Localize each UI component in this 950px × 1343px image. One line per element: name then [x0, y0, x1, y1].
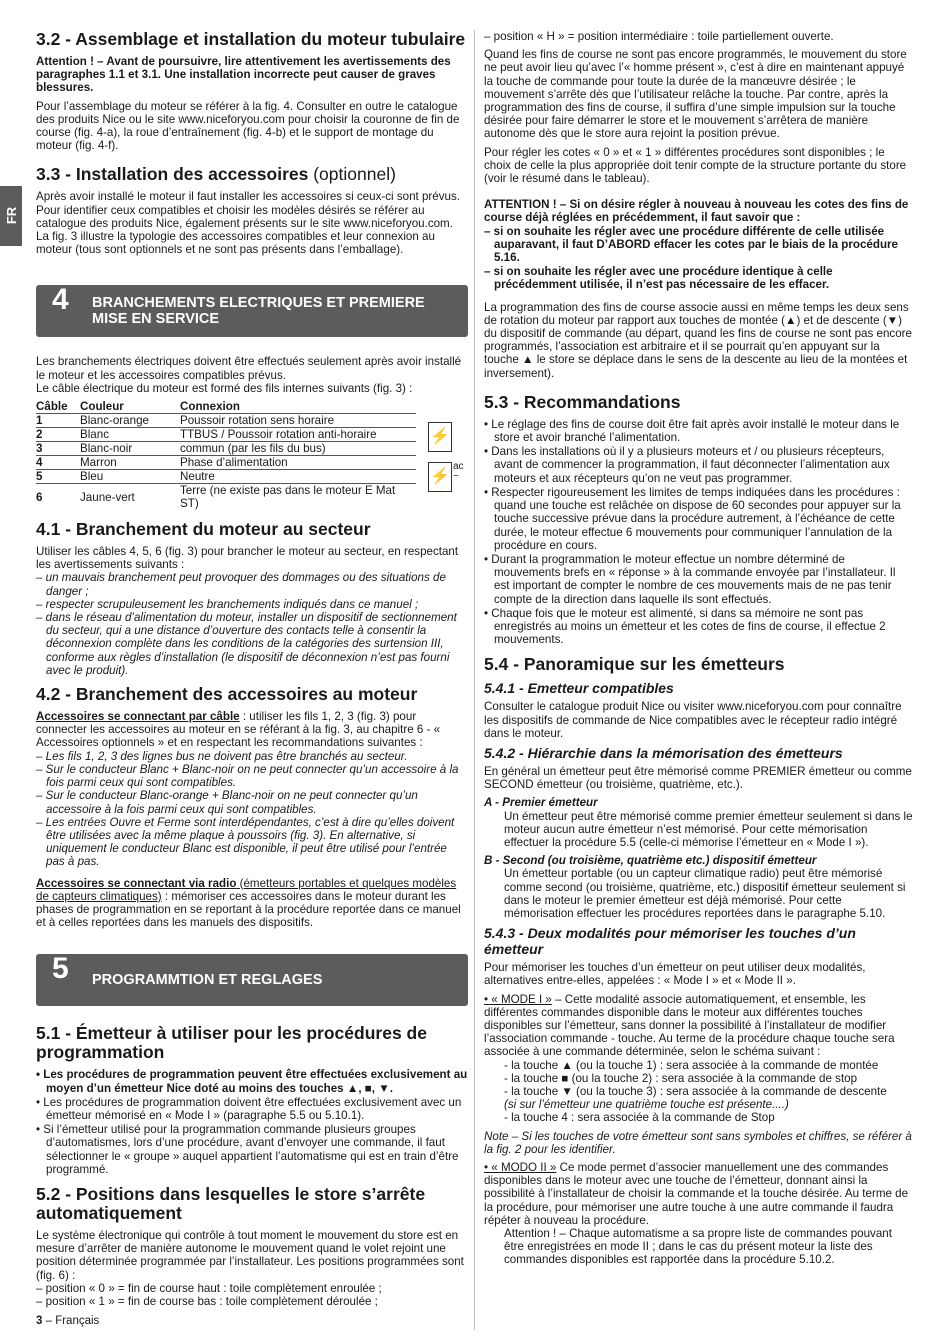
language-tab: [0, 186, 22, 246]
note-text: Note – Si les touches de votre émetteur sont sans symboles et chiffres, se référer à la fig. 2 pour les identifier.: [484, 1129, 912, 1156]
section-5-2-title: 5.2 - Positions dans lesquelles le store s’arrête automatiquement: [36, 1183, 426, 1223]
list-item: – Sur le conducteur Blanc-orange + Blanc-noir on ne peut connecter qu’un accessoire à la fois parmi ceux qui sont compatibles.: [36, 789, 418, 816]
section-5-1-title: 5.1 - Émetteur à utiliser pour les procédures de programmation: [36, 1023, 427, 1063]
subsection-a-label: A - Premier émetteur: [484, 796, 598, 810]
right-column: [484, 30, 914, 1272]
list-item: – Les fils 1, 2, 3 des lignes bus ne doivent pas être branchés au secteur.: [36, 749, 408, 763]
table-row: 6 Jaune-vert Terre (ne existe pas dans le moteur E Mat ST): [36, 484, 416, 511]
list-item: – si on souhaite les régler avec une procédure identique à celle précédemment utilisée, il n’est pas nécessaire de les effacer.: [484, 265, 833, 292]
chapter-4-title: BRANCHEMENTS ELECTRIQUES ET PREMIERE MISE EN SERVICE: [92, 295, 425, 328]
list-item: • Le réglage des fins de course doit être fait après avoir installé le moteur dans le store et avoir branché l’alimentation.: [484, 417, 900, 445]
chapter-5-banner: [36, 954, 468, 1006]
section-3-3-title: 3.3 - Installation des accessoires (optionnel): [36, 164, 396, 185]
section-5-4-1-title: 5.4.1 - Emetteur compatibles: [484, 680, 674, 697]
list-item: – dans le réseau d’alimentation du moteur, installer un dispositif de sectionnement du secteur, qui a une distance d’ouverture des contacts telle à consentir la déconnexion complète dans les conditions de la catégories des surtension III, conforme aux règles d’installation (le dispositif de déconnexion n’est pas fourni avec le produit).: [36, 611, 457, 677]
section-5-4-1-text: Consulter le catalogue produit Nice ou visiter www.niceforyou.com pour connaître les dispositifs de commande de Nice compatibles avec le récepteur radio intégré dans le moteur.: [484, 700, 902, 740]
list-item: – Les entrées Ouvre et Ferme sont interdépendantes, c’est à dire qu’elles doivent être utilisées avec la même plaque à poussoirs (fig. 3). En alternative, si uniquement le conducteur Blanc est disponible, il peut être utilisé pour l’entrée pas à pas.: [36, 815, 455, 869]
section-5-4-2-text: En général un émetteur peut être mémorisé comme PREMIER émetteur ou comme SECOND émetteur (ou troisième, quatrième, etc.).: [484, 764, 912, 792]
paragraph: Quand les fins de course ne sont pas encore programmés, le mouvement du store ne peut avoir lieu qu’avec l’« homme présent », c’est à dire en maintenant appuyé la touche de commande pour toute la durée de la manœuvre désirée ; le mouvement s’arrête dès que l’utilisateur relâche la touche. Par contre, après la programmation des fins de course, il suffira d’une simple impulsion sur la touche désirée pour faire démarrer le store et le mouvement s’arrêtera de manière autonome dès que le store aura rejoint la position prévue.: [484, 48, 907, 141]
table-row: 3 Blanc-noir commun (par les fils du bus): [36, 442, 416, 456]
list-item: - la touche ■ (ou la touche 2) : sera associée à la commande de stop: [504, 1071, 858, 1085]
section-5-4-2-title: 5.4.2 - Hiérarchie dans la mémorisation des émetteurs: [484, 744, 843, 761]
footer-language: – Français: [42, 1315, 100, 1327]
list-item: – position « 1 » = fin de course bas : toile complètement déroulée ;: [36, 1294, 378, 1308]
list-item: • Les procédures de programmation doivent être effectuées exclusivement avec un émetteur mémorisé en « Mode I » (paragraphe 5.5 ou 5.10.1).: [36, 1095, 462, 1122]
list-item: • Si l’émetteur utilisé pour la programmation commande plusieurs groupes d’automatismes, lors d’une procédure, avant d’envoyer une commande, il faut sélectionner le « groupe » auquel appartient l’automatisme qui est en train d’être programmé.: [36, 1123, 459, 1176]
chapter-5-title: PROGRAMMTION ET REGLAGES: [92, 972, 323, 989]
list-item: – respecter scrupuleusement les branchements indiqués dans ce manuel ;: [36, 597, 419, 611]
list-item: - la touche ▲ (ou la touche 1) : sera associée à la commande de montée: [504, 1058, 879, 1072]
list-item: • Respecter rigoureusement les limites de temps indiquées dans les procédures : quand une touche est relâchée on dispose de 60 secondes pour appuyer sur la touche successive prévue dans la procédure autrement, à l’échéance de cette durée, le moteur effectue 6 mouvements pour communiquer l’annulation de la procédure en cours.: [484, 485, 901, 552]
table-row: 5 Bleu Neutre: [36, 470, 416, 484]
paragraph: Pour régler les cotes « 0 » et « 1 » différentes procédures sont disponibles ; le choix de celle la plus appropriée doit tenir compte de la structure portante du store (voir le résumé dans le tableau).: [484, 145, 907, 186]
subsection-b-text: Un émetteur portable (ou un capteur climatique radio) peut être mémorisé comme second (ou troisième, quatrième, etc.) dispositif émetteur seulement si dans le moteur le premier émetteur est déjà mémorisé. Pour cette mémorisation effectuer les procédures reportées dans le paragraphe 5.10.: [504, 867, 906, 920]
low-voltage-icon: ⚡: [428, 422, 452, 452]
list-item: (si sur l’émetteur une quatrième touche est présente....): [504, 1098, 789, 1112]
list-item: – Sur le conducteur Blanc + Blanc-noir on ne peut connecter qu’un accessoire à la fois parmi ceux qui sont compatibles.: [36, 762, 459, 790]
list-item: – si on souhaite les régler avec une procédure différente de celle utilisée auparavant, il faut D’ABORD effacer les cotes par le biais de la procédure 5.16.: [484, 224, 898, 265]
subsection-b-label: B - Second (ou troisième, quatrième etc.) dispositif émetteur: [484, 854, 817, 868]
section-4-1-text: Utiliser les câbles 4, 5, 6 (fig. 3) pour brancher le moteur au secteur, en respectant les avertissements suivants :: [36, 545, 459, 572]
mode-1-text: • « MODE I » – Cette modalité associe automatiquement, et ensemble, les différentes commandes disponible dans le moteur aux différentes touches disponibles sur l’émetteur, sans donner la possibilité à l’installateur de modifier l’association commande - touche. Au terme de la procédure chaque touche sera associée à une commande déterminée, selon le schéma suivant :: [484, 992, 895, 1059]
table-row: 4 Marron Phase d’alimentation: [36, 456, 416, 470]
mains-voltage-icon: ⚡: [428, 462, 452, 492]
section-5-2-text: Le système électronique qui contrôle à tout moment le mouvement du store est en mesure d’arrêter de manière autonome le mouvement quand le volet rejoint une position déterminée programmée par l’installateur. Les positions programmées sont (fig. 6) :: [36, 1228, 464, 1282]
list-item: – position « H » = position intermédiaire : toile partiellement ouverte.: [484, 30, 834, 43]
chapter-5-number: 5: [52, 952, 69, 986]
page-number: 3: [36, 1315, 43, 1327]
cable-table: [36, 400, 416, 510]
section-3-2-text: Pour l’assemblage du moteur se référer à la fig. 4. Consulter en outre le catalogue des produits Nice ou le site www.niceforyou.com pour choisir la couronne de fin de course (fig. 4-a), la roue d’entraînement (fig. 4-b) et le support de montage du moteur (fig. 4-f).: [36, 99, 460, 153]
mode-2-text: • « MODO II » Ce mode permet d’associer manuellement une des commandes disponibles dans le moteur avec une touche de l’émetteur, donnant ainsi la possibilité à l’installateur de choisir la commande et la touche désirée. Au terme de la procédure, pour mémoriser une autre touche à une autre commande il faudra répéter à nouveau la procédure.: [484, 1161, 909, 1227]
chapter-4-intro-1: Les branchements électriques doivent être effectués seulement après avoir installé le moteur et les accessoires compatibles prévus.: [36, 355, 462, 382]
ac-label: ac ~: [453, 461, 464, 483]
section-5-4-3-text: Pour mémoriser les touches d’un émetteur on peut utiliser deux modalités, alternatives entre-elles, appelées : « Mode I » et « Mode II ».: [484, 961, 866, 988]
section-3-3-text: Après avoir installé le moteur il faut installer les accessoires si ceux-ci sont prévus. Pour identifier ceux compatibles et choisir les modèles désirés se référer au catalogue des produits Nice, également présents sur le site www.niceforyou.com. La fig. 3 illustre la typologie des accessoires compatibles et leur connexion au moteur (tous sont optionnels et ne sont pas présents dans l’emballage).: [36, 190, 460, 257]
mode-2-attention: Attention ! – Chaque automatisme a sa propre liste de commandes pouvant être enregistrées en mode II ; dans le cas du présent moteur la liste des commandes disponibles est rapportée dans la procédure 5.10.2.: [504, 1227, 892, 1267]
list-item: • Chaque fois que le moteur est alimenté, si dans sa mémoire ne sont pas enregistrés au moins un émetteur et les cotes de fins de course, il effectue 2 mouvements.: [484, 606, 886, 647]
list-item: - la touche ▼ (ou la touche 3) : sera associée à la commande de descente: [504, 1085, 887, 1098]
left-column: [36, 30, 468, 1308]
list-item: • Les procédures de programmation peuvent être effectuées exclusivement au moyen d’un émetteur Nice doté au moins des touches ▲, ■, ▼.: [36, 1068, 468, 1095]
language-tab-label: FR: [4, 206, 20, 225]
section-4-2-title: 4.2 - Branchement des accessoires au moteur: [36, 684, 418, 705]
table-row: 2 Blanc TTBUS / Poussoir rotation anti-horaire: [36, 428, 416, 442]
list-item: • Dans les installations où il y a plusieurs moteurs et / ou plusieurs récepteurs, avant de commencer la programmation, il faut déconnecter l’alimentation aux moteurs et aux récepteurs qu’on ne veut pas programmer.: [484, 445, 890, 485]
paragraph: La programmation des fins de course associe aussi en même temps les deux sens de rotation du moteur par rapport aux touches de montée (▲) et de descente (▼) du dispositif de commande (au départ, quand les fins de course ne sont pas encore programmés, l’association est arbitraire et il se pourrait qu’en appuyant sur la touche ▲ le store se déplace dans le sens de la descente au lieu de la montées et inversement).: [484, 300, 912, 380]
section-3-2-title: 3.2 - Assemblage et installation du moteur tubulaire: [36, 29, 466, 49]
chapter-4-intro-2: Le câble électrique du moteur est formé des fils internes suivants (fig. 3) :: [36, 381, 413, 395]
section-5-3-title: 5.3 - Recommandations: [484, 391, 681, 412]
table-header: Connexion: [180, 400, 240, 414]
list-item: – position « 0 » = fin de course haut : toile complètement enroulée ;: [36, 1281, 382, 1295]
section-4-1-title: 4.1 - Branchement du moteur au secteur: [36, 519, 371, 540]
section-5-4-3-title: 5.4.3 - Deux modalités pour mémoriser les touches d’un émetteur: [484, 925, 856, 958]
subsection-a-text: Un émetteur peut être mémorisé comme premier émetteur seulement si dans le moteur aucun autre émetteur n’est mémorisé. Pour cette mémorisation effectuer la procédure 5.5 (celle-ci mémorise l’émetteur en « Mode I »).: [504, 809, 913, 849]
section-4-2-radio: Accessoires se connectant via radio (émetteurs portables et quelques modèles de capteurs climatiques) : mémoriser ces accessoires dans le moteur durant les phases de programmation en se reportant à la procédure reportée dans ce manuel et à celles reportées dans les manuels des dispositifs.: [36, 876, 461, 930]
table-header: Couleur: [80, 400, 124, 414]
page-footer: [36, 1315, 99, 1327]
chapter-4-number: 4: [52, 283, 69, 317]
list-item: – un mauvais branchement peut provoquer des dommages ou des situations de danger ;: [36, 571, 446, 598]
chapter-4-banner: [36, 285, 468, 337]
section-3-2-attention: Attention ! – Avant de poursuivre, lire attentivement les avertissements des paragraphes 1.1 et 3.1. Une installation incorrecte peut causer de graves blessures.: [36, 55, 451, 95]
list-item: - la touche 4 : sera associée à la commande de Stop: [504, 1111, 775, 1125]
attention-text: ATTENTION ! – Si on désire régler à nouveau à nouveau les cotes des fins de course déjà réglées en précédemment, il faut savoir que :: [484, 198, 909, 225]
cable-table-wrap: [36, 400, 468, 510]
table-header: Câble: [36, 400, 68, 414]
section-5-4-title: 5.4 - Panoramique sur les émetteurs: [484, 654, 785, 675]
list-item: • Durant la programmation le moteur effectue un nombre déterminé de mouvements brefs en « réponse » à la commande envoyée par l’installateur. Il est important de compter le nombre de ces mouvements mais de ne pas tenir compte de la direction dans laquelle ils sont effectués.: [484, 552, 896, 606]
section-4-2-text: Accessoires se connectant par câble : utiliser les fils 1, 2, 3 (fig. 3) pour connecter les accessoires au moteur en se référant à la fig. 3, au chapitre 6 - « Accessoires optionnels » et en respectant les recommandations suivantes :: [36, 710, 441, 750]
table-row: 1 Blanc-orange Poussoir rotation sens horaire: [36, 414, 416, 428]
column-divider: [474, 30, 475, 1330]
